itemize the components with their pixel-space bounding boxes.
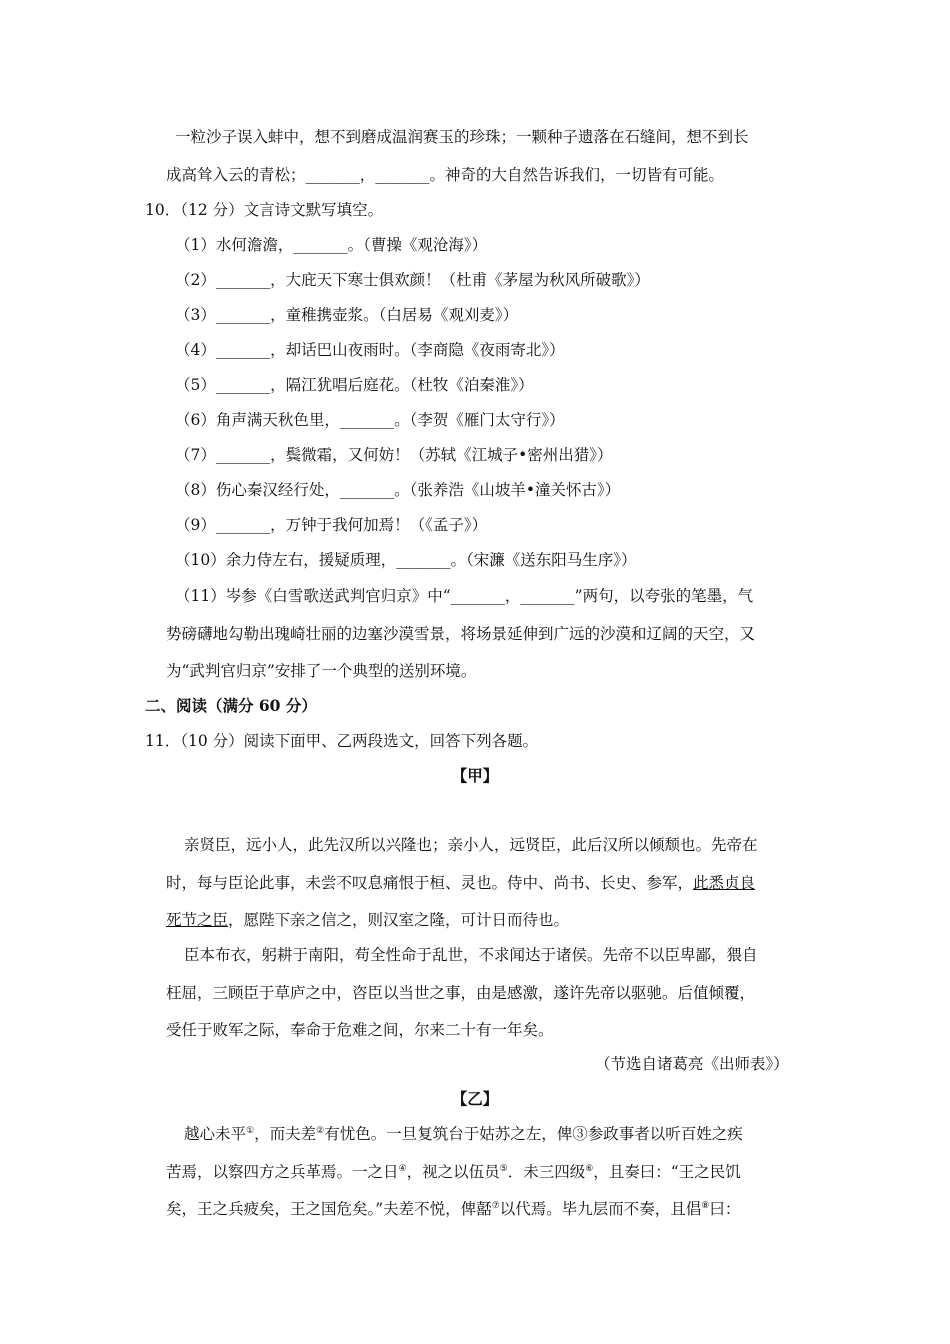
footnote-8: ⑧ [701, 1200, 710, 1211]
yi-text: ．未三四级 [507, 1163, 586, 1181]
q10-item-1: （1）水何澹澹，_______。（曹操《观沧海》） [175, 236, 488, 254]
yi-text: 苦焉，以察四方之兵革焉。一之日 [166, 1163, 399, 1181]
yi-text: 有忧色。一旦复筑台于姑苏之左，俾③参政事者以听百姓之疾 [324, 1125, 743, 1143]
jia-text: ，愿陛下亲之信之，则汉室之隆，可计日而待也。 [228, 911, 570, 929]
yi-text: 曰： [709, 1200, 741, 1218]
q10-item-9: （9）_______，万钟于我何加焉！（《孟子》） [175, 516, 488, 534]
q10-item-5: （5）_______，隔江犹唱后庭花。（杜牧《泊秦淮》） [175, 376, 534, 394]
yi-text: ，而夫差 [254, 1125, 317, 1143]
passage-yi-title: 【乙】 [451, 1089, 499, 1108]
jia-p2-line-3: 受任于败军之际，奉命于危难之间，尔来二十有一年矣。 [166, 1021, 554, 1039]
q10-item-2: （2）_______，大庇天下寒士俱欢颜！（杜甫《茅屋为秋风所破歌》） [175, 271, 650, 289]
q10-item-8: （8）伤心秦汉经行处，_______。（张养浩《山坡羊•潼关怀古》） [175, 481, 621, 499]
q10-item-6: （6）角声满天秋色里，_______。（李贺《雁门太守行》） [175, 411, 565, 429]
passage-jia-title: 【甲】 [451, 766, 499, 785]
yi-text: 越心未平 [184, 1125, 247, 1143]
q10-item-10: （10）余力侍左右，援疑质理，_______。（宋濂《送东阳马生序》） [175, 551, 637, 569]
yi-text: ，视之以伍员 [406, 1163, 500, 1181]
jia-p2-line-1: 臣本布衣，躬耕于南阳，苟全性命于乱世，不求闻达于诸侯。先帝不以臣卑鄙，猥自 [184, 946, 758, 964]
yi-line-2 [166, 1162, 741, 1182]
section-2-heading: 二、阅读（满分 60 分） [145, 696, 317, 715]
underlined-phrase: 死节之臣 [166, 911, 229, 929]
yi-line-1 [184, 1124, 743, 1144]
yi-text: 矣，王之兵疲矣，王之国危矣。”夫差不悦，俾嚭 [166, 1200, 492, 1218]
passage-line-1: 一粒沙子误入蚌中，想不到磨成温润赛玉的珍珠；一颗种子遗落在石缝间，想不到长 [175, 128, 749, 146]
q10-item-11-line-3: 为“武判官归京”安排了一个典型的送别环境。 [166, 662, 477, 680]
jia-p1-line-1: 亲贤臣，远小人，此先汉所以兴隆也；亲小人，远贤臣，此后汉所以倾颓也。先帝在 [184, 836, 758, 854]
q10-item-4: （4）_______，却话巴山夜雨时。（李商隐《夜雨寄北》） [175, 341, 565, 359]
footnote-5: ⑤ [499, 1163, 508, 1174]
yi-text: ，且奏曰：“王之民饥 [593, 1163, 741, 1181]
q10-item-11-line-2: 势磅礴地勾勒出瑰崎壮丽的边塞沙漠雪景，将场景延伸到广远的沙漠和辽阔的天空，又 [166, 625, 756, 643]
footnote-4: ④ [398, 1163, 407, 1174]
jia-text: 时，每与臣论此事，未尝不叹息痛恨于桓、灵也。侍中、尚书、长史、参军， [166, 874, 694, 892]
question-11-heading: 11．（10 分）阅读下面甲、乙两段选文，回答下列各题。 [145, 732, 539, 750]
jia-p2-line-2: 枉屈，三顾臣于草庐之中，咨臣以当世之事，由是感激，遂许先帝以驱驰。后值倾覆， [166, 984, 756, 1002]
q10-item-11-line-1: （11）岑参《白雪歌送武判官归京》中“_______，_______”两句，以夸张的笔墨，气 [175, 587, 754, 605]
q10-item-7: （7）_______，鬓微霜，又何妨！（苏轼《江城子•密州出猎》） [175, 446, 613, 464]
underlined-phrase: 此悉贞良 [693, 874, 756, 892]
yi-text: 以代焉。毕九层而不奏，且倡 [499, 1200, 702, 1218]
passage-line-2: 成高耸入云的青松；_______，_______。神奇的大自然告诉我们，一切皆有可能。 [166, 166, 725, 184]
footnote-2: ② [316, 1125, 325, 1136]
q10-item-3: （3）_______，童稚携壶浆。（白居易《观刈麦》） [175, 306, 519, 324]
question-10-heading: 10．（12 分）文言诗文默写填空。 [145, 201, 384, 219]
jia-source: （节选自诸葛亮《出师表》） [595, 1055, 789, 1073]
footnote-1: ① [246, 1125, 255, 1136]
jia-p1-line-2 [166, 873, 755, 893]
footnote-7: ⑦ [491, 1200, 500, 1211]
footnote-6: ⑥ [585, 1163, 594, 1174]
yi-line-3 [166, 1199, 740, 1219]
jia-p1-line-3 [166, 910, 569, 930]
